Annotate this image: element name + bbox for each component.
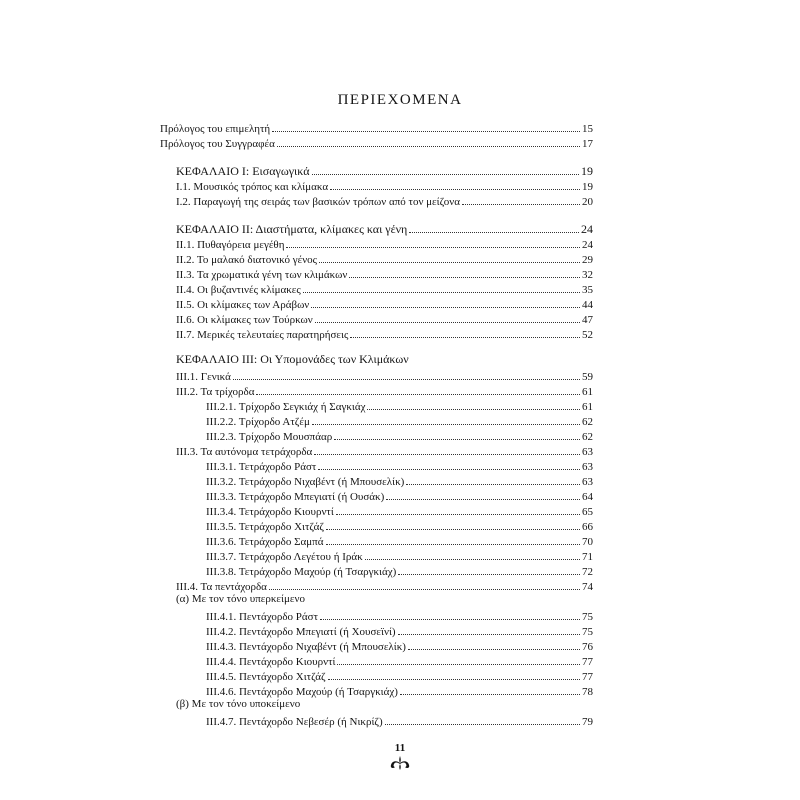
toc-page-number: 71 <box>582 551 593 563</box>
toc-page-number: 62 <box>582 431 593 443</box>
toc-entry-title: ΙΙΙ.4. Τα πεντάχορδα <box>176 581 267 593</box>
dot-leader <box>350 325 580 338</box>
dot-leader <box>269 577 580 590</box>
toc-entry-title: ΙΙΙ.1. Γενικά <box>176 371 231 383</box>
dot-leader <box>286 235 580 248</box>
dot-leader <box>318 457 580 470</box>
dot-leader <box>367 397 580 410</box>
dot-leader <box>328 667 580 680</box>
toc-entry-title: ΙΙΙ.3.6. Τετράχορδο Σαμπά <box>206 536 324 548</box>
dot-leader <box>326 532 581 545</box>
toc-page-number: 20 <box>582 196 593 208</box>
dot-leader <box>311 295 580 308</box>
toc-entry-title: ΙΙΙ.4.6. Πεντάχορδο Μαχούρ (ή Τσαργκιάχ) <box>206 686 398 698</box>
toc-page-number: 44 <box>582 299 593 311</box>
dot-leader <box>400 682 580 695</box>
toc-entry-title: ΙΙΙ.3.1. Τετράχορδο Ράστ <box>206 461 317 473</box>
toc-entry <box>160 134 593 151</box>
toc-page-number: 79 <box>582 716 593 728</box>
toc-page-number: 59 <box>582 371 593 383</box>
toc-entry-title: ΚΕΦΑΛΑΙΟ Ι: Εισαγωγικά <box>176 164 310 178</box>
toc-entry-title: ΙΙΙ.2. Τα τρίχορδα <box>176 386 255 398</box>
toc-entry-title: ΙΙΙ.2.2. Τρίχορδο Ατζέμ <box>206 416 310 428</box>
toc-page-number: 66 <box>582 521 593 533</box>
toc-page-number: 65 <box>582 506 593 518</box>
toc-page-number: 32 <box>582 269 593 281</box>
toc-page-number: 76 <box>582 641 593 653</box>
toc-entry-title: ΚΕΦΑΛΑΙΟ ΙΙΙ: Οι Υπομονάδες των Κλιμάκων <box>176 352 409 366</box>
toc-page-number: 24 <box>581 222 593 236</box>
toc-entry-title: ΙΙ.5. Οι κλίμακες των Αράβων <box>176 299 310 311</box>
toc-entry <box>176 325 593 342</box>
toc-entry <box>176 192 593 209</box>
toc-entry <box>176 697 593 711</box>
toc-entry-title: ΚΕΦΑΛΑΙΟ ΙΙ: Διαστήματα, κλίμακες και γένη <box>176 222 408 236</box>
toc-entry-title: (α) Με τον τόνο υπερκείμενο <box>176 593 305 605</box>
dot-leader <box>256 382 580 395</box>
toc-entry-title: ΙΙ.3. Τα χρωματικά γένη των κλιμάκων <box>176 269 348 281</box>
toc-page-number: 47 <box>582 314 593 326</box>
toc-entry-title: Πρόλογος του επιμελητή <box>160 123 271 135</box>
toc-page-number: 63 <box>582 461 593 473</box>
toc-page-number: 15 <box>582 123 593 135</box>
toc-entry-title: ΙΙΙ.2.1. Τρίχορδο Σεγκιάχ ή Σαγκιάχ <box>206 401 366 413</box>
toc-entry-title: Πρόλογος του Συγγραφέα <box>160 138 275 150</box>
toc-entry-title: ΙΙΙ.4.4. Πεντάχορδο Κιουρντί <box>206 656 336 668</box>
toc-entry-title: ΙΙΙ.4.5. Πεντάχορδο Χιτζάζ <box>206 671 326 683</box>
toc-entry-title: Ι.1. Μουσικός τρόπος και κλίμακα <box>176 181 329 193</box>
dot-leader <box>303 280 580 293</box>
toc-entry-title: ΙΙΙ.3.2. Τετράχορδο Νιχαβέντ (ή Μπουσελίκ) <box>206 476 405 488</box>
toc-entry-title: ΙΙ.7. Μερικές τελευταίες παρατηρήσεις <box>176 329 349 341</box>
toc-page-number: 29 <box>582 254 593 266</box>
toc-page-number: 17 <box>582 138 593 150</box>
dot-leader <box>272 119 580 132</box>
dot-leader <box>408 637 580 650</box>
toc-page-number: 74 <box>582 581 593 593</box>
toc-page-number: 62 <box>582 416 593 428</box>
dot-leader <box>233 367 580 380</box>
toc-entry-title: ΙΙΙ.3.3. Τετράχορδο Μπεγιατί (ή Ουσάκ) <box>206 491 385 503</box>
page-title: ΠΕΡΙΕΧΟΜΕΝΑ <box>337 92 463 108</box>
dot-leader <box>277 134 580 147</box>
toc-entry-title: Ι.2. Παραγωγή της σειράς των βασικών τρόπων από τον μείζονα <box>176 196 461 208</box>
toc-entry-title: ΙΙΙ.2.3. Τρίχορδο Μουσπάαρ <box>206 431 333 443</box>
toc-entry-title: ΙΙ.4. Οι βυζαντινές κλίμακες <box>176 284 301 296</box>
toc-page-number: 35 <box>582 284 593 296</box>
toc-page-number: 78 <box>582 686 593 698</box>
toc-page-number: 52 <box>582 329 593 341</box>
dot-leader <box>314 442 580 455</box>
toc-entry-title: ΙΙΙ.3. Τα αυτόνομα τετράχορδα <box>176 446 313 458</box>
dot-leader <box>337 652 580 665</box>
toc-page-number: 70 <box>582 536 593 548</box>
toc-page-number: 19 <box>581 164 593 178</box>
toc-page-number: 61 <box>582 386 593 398</box>
toc-entry <box>176 592 593 606</box>
dot-leader <box>315 310 580 323</box>
toc-entry-title: ΙΙΙ.4.1. Πεντάχορδο Ράστ <box>206 611 319 623</box>
toc-entry-title: ΙΙΙ.3.4. Τετράχορδο Κιουρντί <box>206 506 334 518</box>
toc-page-number: 63 <box>582 446 593 458</box>
dot-leader <box>398 622 580 635</box>
dot-leader <box>336 502 580 515</box>
dot-leader <box>320 607 580 620</box>
toc-entry-title: ΙΙΙ.3.8. Τετράχορδο Μαχούρ (ή Τσαργκιάχ) <box>206 566 397 578</box>
page-number: 11 <box>394 742 406 754</box>
toc-page-number: 75 <box>582 626 593 638</box>
dot-leader <box>312 162 580 175</box>
dot-leader <box>406 472 580 485</box>
dot-leader <box>319 250 580 263</box>
dot-leader <box>386 487 580 500</box>
toc-entry-title: ΙΙΙ.3.5. Τετράχορδο Χιτζάζ <box>206 521 324 533</box>
toc-page-number: 24 <box>582 239 593 251</box>
toc-page-number: 75 <box>582 611 593 623</box>
toc-entry-title: (β) Με τον τόνο υποκείμενο <box>176 698 301 710</box>
dot-leader <box>365 547 580 560</box>
toc-page-number: 64 <box>582 491 593 503</box>
chapter-heading <box>176 220 593 236</box>
toc-entry-title: ΙΙ.6. Οι κλίμακες των Τούρκων <box>176 314 313 326</box>
toc-entry-title: ΙΙ.1. Πυθαγόρεια μεγέθη <box>176 239 285 251</box>
toc-page-number: 77 <box>582 656 593 668</box>
toc-page-number: 77 <box>582 671 593 683</box>
chapter-heading <box>176 352 593 366</box>
toc-entry-title: ΙΙ.2. Το μαλακό διατονικό γένος <box>176 254 318 266</box>
toc-entry-title: ΙΙΙ.4.3. Πεντάχορδο Νιχαβέντ (ή Μπουσελίκ) <box>206 641 406 653</box>
toc-entry-title: ΙΙΙ.4.2. Πεντάχορδο Μπεγιατί (ή Χουσεϊνί) <box>206 626 396 638</box>
toc-page-number: 63 <box>582 476 593 488</box>
dot-leader <box>462 192 580 205</box>
toc-page-number: 19 <box>582 181 593 193</box>
toc-entry-title: ΙΙΙ.4.7. Πεντάχορδο Νεβεσέρ (ή Νικρίζ) <box>206 716 383 728</box>
dot-leader <box>385 712 580 725</box>
dot-leader <box>349 265 580 278</box>
toc-entry-title: ΙΙΙ.3.7. Τετράχορδο Λεγέτου ή Ιράκ <box>206 551 363 563</box>
dot-leader <box>312 412 580 425</box>
dot-leader <box>330 177 580 190</box>
fleuron-icon <box>388 755 412 771</box>
dot-leader <box>398 562 580 575</box>
toc-entry <box>206 712 593 729</box>
dot-leader <box>326 517 580 530</box>
toc-page-number: 61 <box>582 401 593 413</box>
toc-page-number: 72 <box>582 566 593 578</box>
dot-leader <box>409 220 579 233</box>
dot-leader <box>334 427 580 440</box>
chapter-heading <box>176 162 593 178</box>
